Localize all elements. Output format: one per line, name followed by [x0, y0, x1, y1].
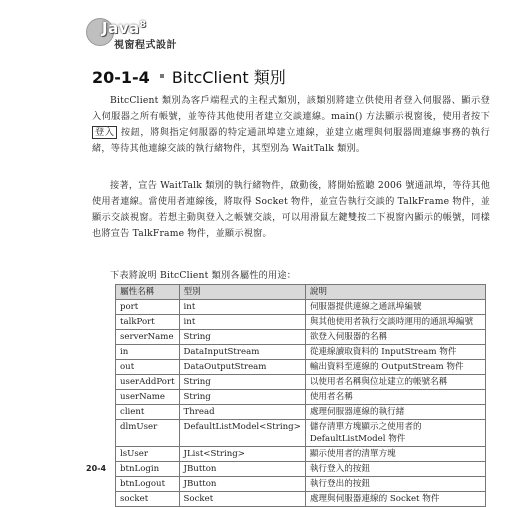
cell-type: Thread [179, 405, 305, 420]
column-header-name: 屬性名稱 [116, 285, 180, 300]
cell-name: in [116, 345, 180, 360]
table-row [116, 477, 486, 492]
cell-name: socket [116, 492, 180, 507]
cell-type: int [179, 300, 305, 315]
section-number: 20-1-4 [92, 68, 150, 87]
cell-description: 使用者名稱 [305, 390, 485, 405]
cell-description: 伺服器提供連線之通訊埠編號 [305, 300, 485, 315]
table-row [116, 420, 486, 447]
paragraph-waittalk [92, 178, 490, 242]
paragraph-waittalk-text: 接著，宣告 WaitTalk 類別的執行緒物件，啟動後，將開始監聽 2006 號通訊埠，等待其他使用者連線。當使用者連線後，將取得 Socket 物件，並宣告執行交談的 TalkFrame 物件，並顯示交談視窗。若想主動與登入之帳號交談，可以用滑鼠左鍵雙按二下視窗內顯示的帳號，同樣也將宣告 TalkFrame 物件，並顯示視窗。 [92, 180, 490, 239]
cell-type: DefaultListModel<String> [179, 420, 305, 447]
cell-type: JButton [179, 462, 305, 477]
table-row [116, 390, 486, 405]
cell-description: 處理伺服器連線的執行緒 [305, 405, 485, 420]
section-heading [92, 65, 286, 88]
cell-name: btnLogout [116, 477, 180, 492]
paragraph-table-intro-text: 下表將說明 BitcClient 類別各屬性的用途： [110, 270, 297, 281]
cell-description: 從連線讀取資料的 InputStream 物件 [305, 345, 485, 360]
cell-type: String [179, 390, 305, 405]
cell-name: userName [116, 390, 180, 405]
cell-name: port [116, 300, 180, 315]
cell-description: 以使用者名稱與位址建立的帳號名稱 [305, 375, 485, 390]
table-row [116, 492, 486, 507]
cell-type: String [179, 330, 305, 345]
cell-description: 處理與伺服器連線的 Socket 物件 [305, 492, 485, 507]
cell-name: dlmUser [116, 420, 180, 447]
table-header-row [116, 285, 486, 300]
logo-subtitle: 視窗程式設計 [114, 40, 177, 51]
cell-type: JButton [179, 477, 305, 492]
cell-name: serverName [116, 330, 180, 345]
cell-type: Socket [179, 492, 305, 507]
cell-name: lsUser [116, 447, 180, 462]
table-row [116, 360, 486, 375]
logo-brand: Java$^8$ [102, 19, 147, 37]
cell-description: 與其他使用者執行交談時運用的通訊埠編號 [305, 315, 485, 330]
cell-name: out [116, 360, 180, 375]
table-row [116, 300, 486, 315]
cell-description: 欲登入伺服器的名稱 [305, 330, 485, 345]
cell-name: client [116, 405, 180, 420]
cell-description: 執行登出的按鈕 [305, 477, 485, 492]
table-row [116, 405, 486, 420]
cell-name: btnLogin [116, 462, 180, 477]
section-title: BitcClient 類別 [171, 68, 286, 87]
table-row [116, 345, 486, 360]
cell-name: talkPort [116, 315, 180, 330]
cell-type: int [179, 315, 305, 330]
cell-type: DataInputStream [179, 345, 305, 360]
table-row [116, 375, 486, 390]
heading-bullet-icon [160, 74, 164, 78]
cell-description: 顯示使用者的清單方塊 [305, 447, 485, 462]
table-row [116, 447, 486, 462]
cell-description: 輸出資料至連線的 OutputStream 物件 [305, 360, 485, 375]
cell-type: JList<String> [179, 447, 305, 462]
column-header-type: 型別 [179, 285, 305, 300]
paragraph-table-intro [92, 268, 490, 284]
table-row [116, 330, 486, 345]
table-row [116, 315, 486, 330]
paragraph-intro [92, 93, 490, 157]
column-header-description: 說明 [305, 285, 485, 300]
table-row [116, 462, 486, 477]
page-number: 20-4 [86, 464, 107, 473]
cell-name: userAddPort [116, 375, 180, 390]
attributes-table [115, 284, 486, 507]
cell-type: DataOutputStream [179, 360, 305, 375]
book-logo [86, 18, 206, 50]
paragraph-intro-part2: 按鈕，將與指定伺服器的特定通訊埠建立連線，並建立處理與伺服器間連線事務的執行緒，等待其他連線交談的執行緒物件，其型別為 WaitTalk 類別。 [92, 127, 491, 154]
login-button-reference: 登入 [92, 126, 117, 139]
cell-description: 儲存清單方塊顯示之使用者的 DefaultListModel 物件 [305, 420, 485, 447]
cell-type: String [179, 375, 305, 390]
cell-description: 執行登入的按鈕 [305, 462, 485, 477]
paragraph-intro-part1: BitcClient 類別為客戶端程式的主程式類別，該類別將建立供使用者登入伺服器、顯示登入伺服器之所有帳號，並等待其他使用者建立交談連線。main() 方法顯示視窗後，使用者按下 [92, 95, 490, 122]
